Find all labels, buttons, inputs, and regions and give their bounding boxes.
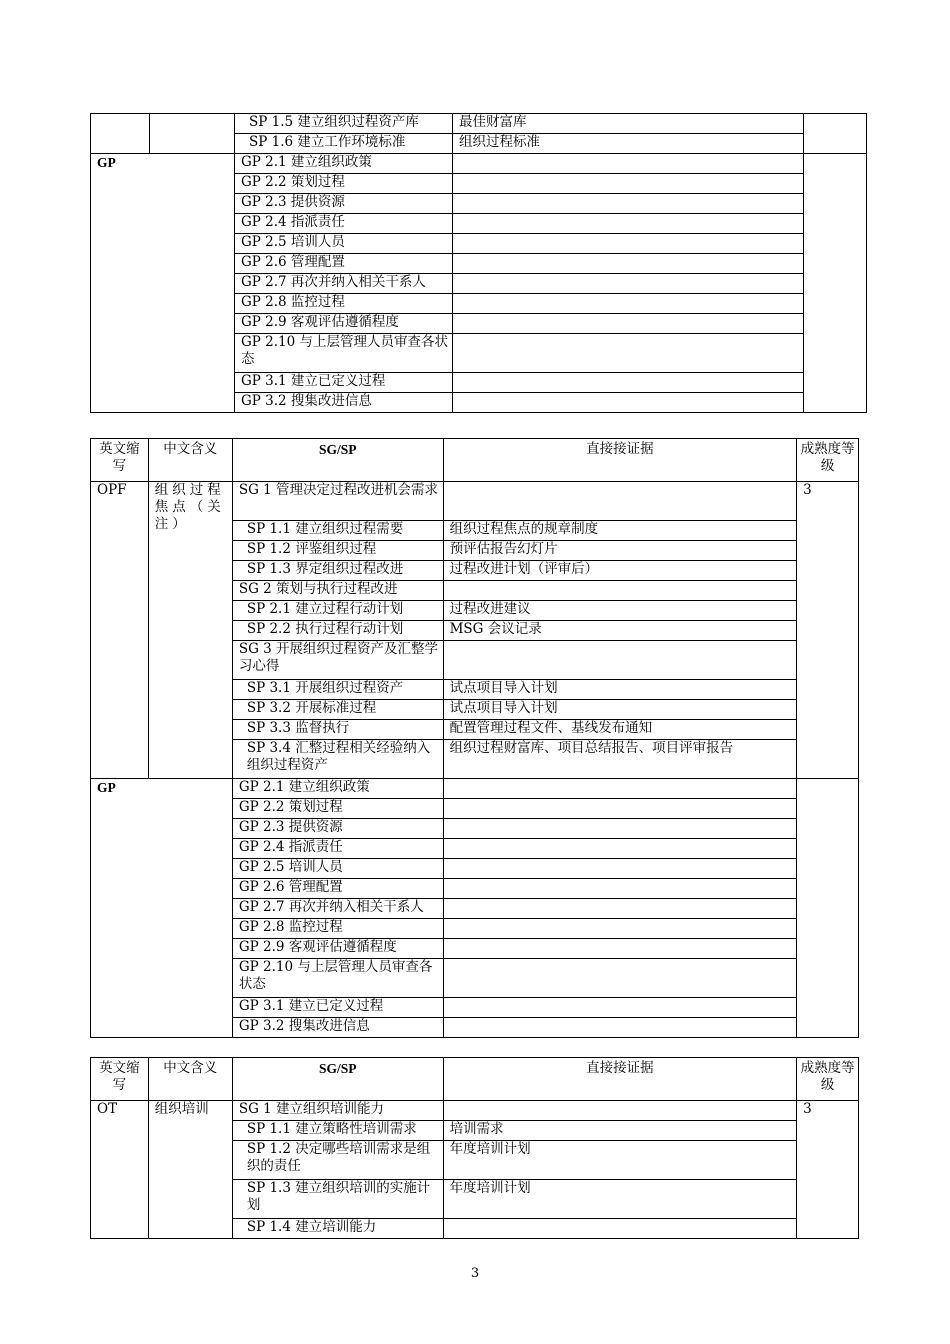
name-cell: 组织过程焦点（关注） <box>148 482 232 779</box>
gp-cell: GP 2.8 监控过程 <box>235 294 453 314</box>
evidence-cell <box>453 154 804 174</box>
sp-cell: SP 1.2 决定哪些培训需求是组织的责任 <box>232 1141 443 1180</box>
level-cell: 3 <box>797 1101 859 1239</box>
evidence-cell: 培训需求 <box>443 1121 797 1141</box>
sp-cell: SP 1.1 建立组织过程需要 <box>232 521 443 541</box>
evidence-cell <box>453 174 804 194</box>
sp-cell: SP 1.4 建立培训能力 <box>232 1219 443 1239</box>
evidence-cell <box>453 393 804 413</box>
evidence-cell: 预评估报告幻灯片 <box>443 541 797 561</box>
evidence-cell: 过程改进建议 <box>443 601 797 621</box>
header-abbr: 英文缩写 <box>91 1058 149 1101</box>
sp-cell: SP 1.6 建立工作环境标准 <box>235 134 453 154</box>
gp-label: GP <box>91 154 235 413</box>
gp-cell: GP 2.10 与上层管理人员审查各状态 <box>232 959 443 998</box>
gp-cell: GP 3.1 建立已定义过程 <box>232 998 443 1018</box>
gp-cell: GP 3.2 搜集改进信息 <box>235 393 453 413</box>
table-ot <box>90 1057 859 1239</box>
sp-cell: SP 1.1 建立策略性培训需求 <box>232 1121 443 1141</box>
evidence-cell <box>443 959 797 998</box>
evidence-cell <box>453 274 804 294</box>
evidence-cell <box>443 482 797 521</box>
evidence-cell: 最佳财富库 <box>453 114 804 134</box>
gp-cell: GP 2.3 提供资源 <box>235 194 453 214</box>
evidence-cell <box>453 254 804 274</box>
evidence-cell <box>443 859 797 879</box>
evidence-cell <box>453 334 804 373</box>
level-cell <box>797 779 859 1038</box>
sp-cell: SP 1.2 评鉴组织过程 <box>232 541 443 561</box>
evidence-cell <box>443 581 797 601</box>
sp-cell: SP 1.3 界定组织过程改进 <box>232 561 443 581</box>
level-cell <box>804 114 867 154</box>
sg-cell: SG 1 建立组织培训能力 <box>232 1101 443 1121</box>
abbr-cell <box>91 114 150 154</box>
gp-cell: GP 3.1 建立已定义过程 <box>235 373 453 393</box>
sp-cell: SP 2.1 建立过程行动计划 <box>232 601 443 621</box>
evidence-cell <box>443 779 797 799</box>
evidence-cell <box>443 1219 797 1239</box>
sp-cell: SP 3.1 开展组织过程资产 <box>232 680 443 700</box>
evidence-cell <box>443 1101 797 1121</box>
gp-cell: GP 2.1 建立组织政策 <box>235 154 453 174</box>
gp-cell: GP 2.9 客观评估遵循程度 <box>232 939 443 959</box>
evidence-cell <box>443 879 797 899</box>
gp-cell: GP 2.2 策划过程 <box>235 174 453 194</box>
evidence-cell <box>453 234 804 254</box>
evidence-cell <box>443 839 797 859</box>
evidence-cell: 试点项目导入计划 <box>443 700 797 720</box>
sp-cell: SP 3.2 开展标准过程 <box>232 700 443 720</box>
header-evidence: 直接接证据 <box>443 1058 797 1101</box>
header-sgsp: SG/SP <box>232 439 443 482</box>
evidence-cell <box>443 799 797 819</box>
evidence-cell <box>443 998 797 1018</box>
gp-cell: GP 2.6 管理配置 <box>235 254 453 274</box>
abbr-cell: OPF <box>91 482 149 779</box>
sp-cell: SP 3.3 监督执行 <box>232 720 443 740</box>
gp-cell: GP 2.5 培训人员 <box>232 859 443 879</box>
evidence-cell <box>453 373 804 393</box>
gp-cell: GP 3.2 搜集改进信息 <box>232 1018 443 1038</box>
evidence-cell <box>443 919 797 939</box>
header-name: 中文含义 <box>148 439 232 482</box>
page-number: 3 <box>470 1266 480 1281</box>
gp-cell: GP 2.10 与上层管理人员审查各状态 <box>235 334 453 373</box>
evidence-cell <box>453 214 804 234</box>
gp-cell: GP 2.3 提供资源 <box>232 819 443 839</box>
evidence-cell <box>443 899 797 919</box>
level-cell: 3 <box>797 482 859 779</box>
sp-cell: SP 3.4 汇整过程相关经验纳入组织过程资产 <box>232 740 443 779</box>
sp-cell: SP 1.3 建立组织培训的实施计划 <box>232 1180 443 1219</box>
name-cell <box>150 114 235 154</box>
gp-cell: GP 2.9 客观评估遵循程度 <box>235 314 453 334</box>
evidence-cell <box>453 194 804 214</box>
evidence-cell: 组织过程标准 <box>453 134 804 154</box>
table-opf <box>90 438 859 1038</box>
evidence-cell: 年度培训计划 <box>443 1180 797 1219</box>
evidence-cell: 配置管理过程文件、基线发布通知 <box>443 720 797 740</box>
header-sgsp: SG/SP <box>232 1058 443 1101</box>
gp-cell: GP 2.6 管理配置 <box>232 879 443 899</box>
evidence-cell <box>443 819 797 839</box>
sg-cell: SG 2 策划与执行过程改进 <box>232 581 443 601</box>
gp-cell: GP 2.5 培训人员 <box>235 234 453 254</box>
header-name: 中文含义 <box>148 1058 232 1101</box>
gp-cell: GP 2.1 建立组织政策 <box>232 779 443 799</box>
evidence-cell <box>443 641 797 680</box>
sg-cell: SG 1 管理决定过程改进机会需求 <box>232 482 443 521</box>
evidence-cell: 组织过程焦点的规章制度 <box>443 521 797 541</box>
table-continued <box>90 113 867 413</box>
gp-cell: GP 2.4 指派责任 <box>235 214 453 234</box>
evidence-cell: 年度培训计划 <box>443 1141 797 1180</box>
evidence-cell <box>443 939 797 959</box>
evidence-cell <box>443 1018 797 1038</box>
header-level: 成熟度等级 <box>797 439 859 482</box>
gp-label: GP <box>91 779 233 1038</box>
name-cell: 组织培训 <box>148 1101 232 1239</box>
sp-cell: SP 2.2 执行过程行动计划 <box>232 621 443 641</box>
evidence-cell: 组织过程财富库、项目总结报告、项目评审报告 <box>443 740 797 779</box>
gp-cell: GP 2.4 指派责任 <box>232 839 443 859</box>
gp-cell: GP 2.7 再次并纳入相关干系人 <box>235 274 453 294</box>
evidence-cell: 过程改进计划（评审后） <box>443 561 797 581</box>
evidence-cell <box>453 314 804 334</box>
evidence-cell <box>453 294 804 314</box>
gp-cell: GP 2.2 策划过程 <box>232 799 443 819</box>
gp-cell: GP 2.7 再次并纳入相关干系人 <box>232 899 443 919</box>
header-evidence: 直接接证据 <box>443 439 797 482</box>
gp-cell: GP 2.8 监控过程 <box>232 919 443 939</box>
level-cell <box>804 154 867 413</box>
header-level: 成熟度等级 <box>797 1058 859 1101</box>
header-abbr: 英文缩写 <box>91 439 149 482</box>
sp-cell: SP 1.5 建立组织过程资产库 <box>235 114 453 134</box>
evidence-cell: MSG 会议记录 <box>443 621 797 641</box>
sg-cell: SG 3 开展组织过程资产及汇整学习心得 <box>232 641 443 680</box>
evidence-cell: 试点项目导入计划 <box>443 680 797 700</box>
abbr-cell: OT <box>91 1101 149 1239</box>
